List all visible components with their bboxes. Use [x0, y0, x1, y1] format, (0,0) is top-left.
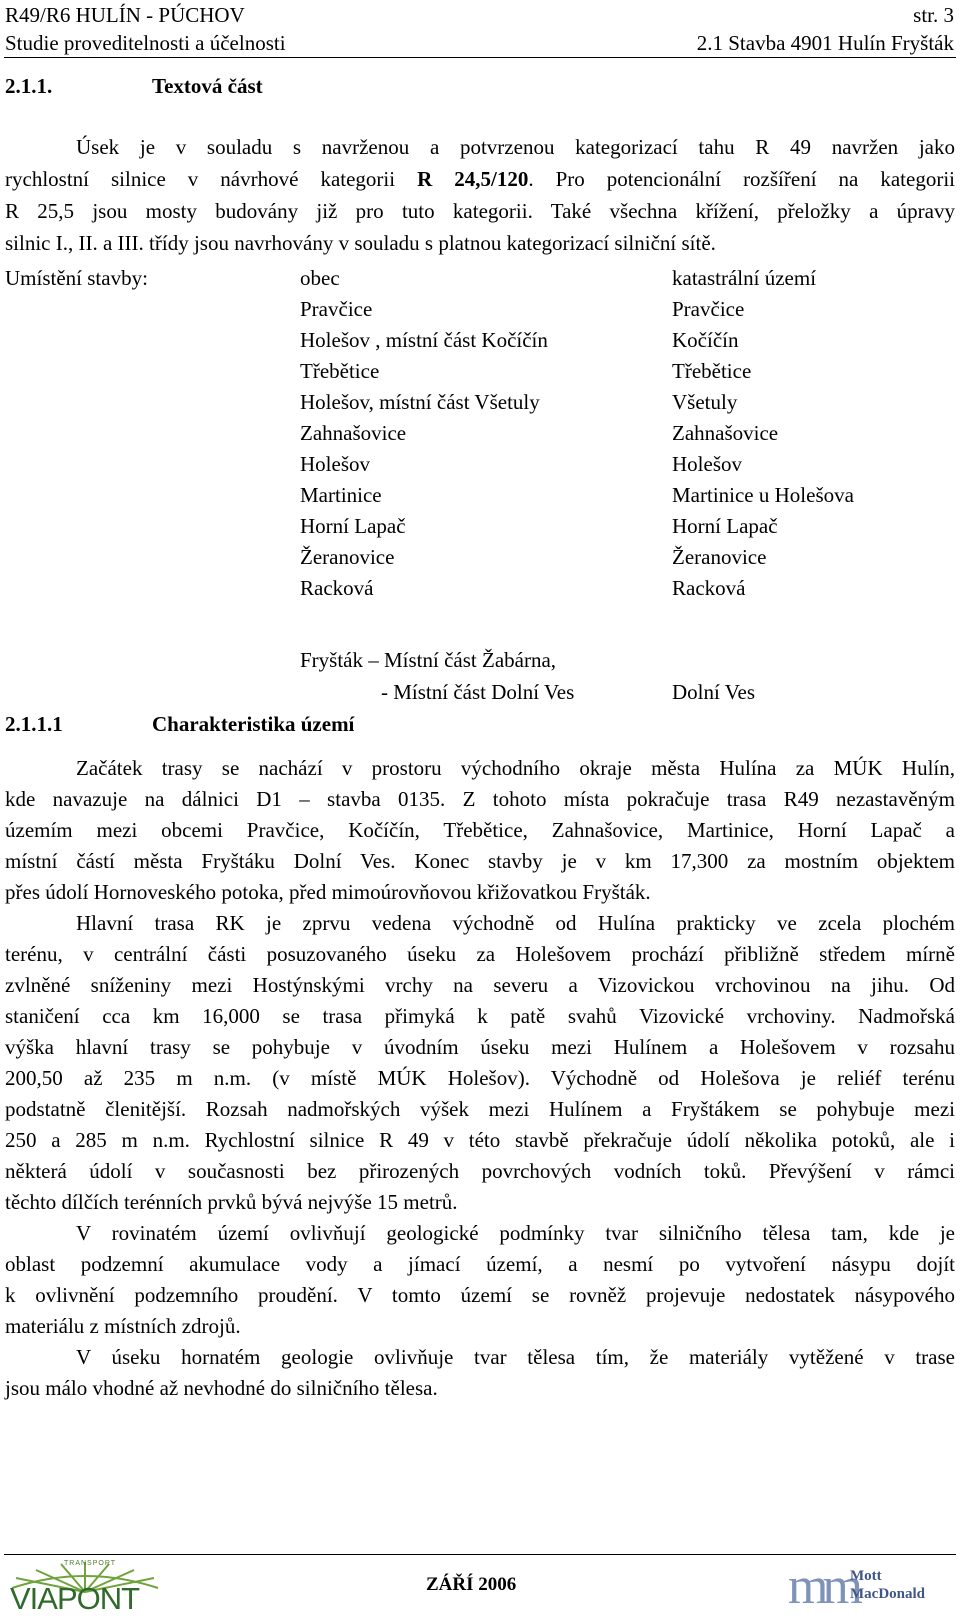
location-col-obec: obec [300, 266, 340, 290]
body-line: V rovinatém území ovlivňují geologické podmínky tvar silničního tělesa tam, kde je [76, 1221, 955, 1245]
body-line: oblast podzemní akumulace vody a jímací území, a nesmí po vytvoření násypu dojít [5, 1252, 955, 1276]
viapont-logo [6, 1558, 164, 1614]
intro-line-2: rychlostní silnice v návrhové kategorii R 24,5/120. Pro potencionální rozšíření na kategorii [5, 167, 955, 191]
location-ku: Martinice u Holešova [672, 483, 854, 507]
location-ku: Holešov [672, 452, 742, 476]
intro-line-1: Úsek je v souladu s navrženou a potvrzenou kategorizací tahu R 49 navržen jako [76, 135, 955, 159]
body-line: terénu, v centrální části posuzovaného úseku za Holešovem prochází přibližně středem mírně [5, 942, 955, 966]
body-line: V úseku hornatém geologie ovlivňuje tvar tělesa tím, že materiály vytěžené v trase [76, 1345, 955, 1369]
body-line: jsou málo vhodné až nevhodné do silničního tělesa. [5, 1376, 438, 1400]
location-obec: Holešov [300, 452, 370, 476]
footer-rule [4, 1554, 956, 1555]
header-right-bottom: 2.1 Stavba 4901 Hulín Fryšták [696, 31, 954, 55]
subsection-title: Charakteristika území [152, 712, 355, 736]
body-line: kde navazuje na dálnici D1 – stavba 0135. Z tohoto místa pokračuje trasa R49 nezastavěným [5, 787, 955, 811]
mott-macdonald-logo [788, 1558, 956, 1615]
mott-text: Mott [850, 1568, 882, 1584]
frystak-ku: Dolní Ves [672, 680, 756, 704]
viapont-logo-text: VIAPONT [10, 1581, 140, 1616]
location-obec: Holešov, místní část Všetuly [300, 390, 540, 414]
location-ku: Žeranovice [672, 545, 767, 569]
body-line: místní částí města Fryštáku Dolní Ves. Konec stavby je v km 17,300 za mostním objektem [5, 849, 955, 873]
header-right-top: str. 3 [913, 3, 954, 27]
footer-date: ZÁŘÍ 2006 [426, 1574, 517, 1595]
body-line: Hlavní trasa RK je zprvu vedena východně od Hulína prakticky ve zcela plochém [76, 911, 955, 935]
section-title: Textová část [152, 74, 263, 98]
intro-line-4: silnic I., II. a III. třídy jsou navrhovány v souladu s platnou kategorizací silniční sítě. [5, 231, 716, 255]
macdonald-text: MacDonald [850, 1586, 925, 1602]
section-number: 2.1.1. [5, 74, 53, 98]
body-line: výška hlavní trasy se pohybuje v úvodním úseku mezi Hulínem a Holešovem v rozsahu [5, 1035, 955, 1059]
frystak-line-2: - Místní část Dolní Ves [381, 680, 575, 704]
body-line: těchto dílčích terénních prvků bývá nejvýše 15 metrů. [5, 1190, 458, 1214]
location-ku: Třebětice [672, 359, 752, 383]
location-obec: Martinice [300, 483, 382, 507]
frystak-line-1: Fryšták – Místní část Žabárna, [300, 648, 557, 672]
location-obec: Racková [300, 576, 374, 600]
location-ku: Kočíčín [672, 328, 739, 352]
body-line: podstatně členitější. Rozsah nadmořských výšek mezi Hulínem a Fryštákem se pohybuje mezi [5, 1097, 955, 1121]
header-rule [4, 57, 956, 58]
location-obec: Pravčice [300, 297, 373, 321]
subsection-number: 2.1.1.1 [5, 712, 63, 736]
location-obec: Třebětice [300, 359, 380, 383]
body-line: materiálu z místních zdrojů. [5, 1314, 241, 1338]
body-line: zvlněné sníženiny mezi Hostýnskými vrchy na severu a Vizovickou vrchovinou na jihu. Od [5, 973, 955, 997]
body-line: 200,50 až 235 m n.m. (v místě MÚK Holešov). Východně od Holešova je reliéf terénu [5, 1066, 955, 1090]
viapont-logo-small: TRANSPORT [64, 1560, 117, 1567]
body-line: některá údolí v současnosti bez přirozených povrchových vodních toků. Převýšení v rámci [5, 1159, 955, 1183]
mm-monogram-icon: mm [788, 1558, 857, 1615]
location-ku: Horní Lapač [672, 514, 778, 538]
intro-line-3: R 25,5 jsou mosty budovány již pro tuto kategorii. Také všechna křížení, přeložky a úpravy [5, 199, 955, 223]
body-line: přes údolí Hornoveského potoka, před mimoúrovňovou křižovatkou Fryšták. [5, 880, 651, 904]
location-obec: Horní Lapač [300, 514, 406, 538]
location-ku: Pravčice [672, 297, 745, 321]
header-left-bottom: Studie proveditelnosti a účelnosti [5, 31, 286, 55]
intro-category: R 24,5/120 [417, 167, 529, 191]
location-ku: Racková [672, 576, 746, 600]
location-ku: Všetuly [672, 390, 738, 414]
body-line: staničení cca km 16,000 se trasa přimyká k patě svahů Vizovické vrchoviny. Nadmořská [5, 1004, 955, 1028]
location-obec: Zahnašovice [300, 421, 407, 445]
location-obec: Žeranovice [300, 545, 395, 569]
body-line: územím mezi obcemi Pravčice, Kočíčín, Třebětice, Zahnašovice, Martinice, Horní Lapač a [5, 818, 955, 842]
location-obec: Holešov , místní část Kočíčín [300, 328, 548, 352]
location-label: Umístění stavby: [5, 266, 148, 290]
location-ku: Zahnašovice [672, 421, 779, 445]
location-col-ku: katastrální území [672, 266, 817, 290]
body-line: k ovlivnění podzemního proudění. V tomto území se rovněž projevuje nedostatek násypového [5, 1283, 955, 1307]
body-line: Začátek trasy se nachází v prostoru východního okraje města Hulína za MÚK Hulín, [76, 756, 955, 780]
header-left-top: R49/R6 HULÍN - PÚCHOV [5, 3, 245, 27]
body-line: 250 a 285 m n.m. Rychlostní silnice R 49 v této stavbě překračuje údolí několika potoků, ale i [5, 1128, 955, 1152]
